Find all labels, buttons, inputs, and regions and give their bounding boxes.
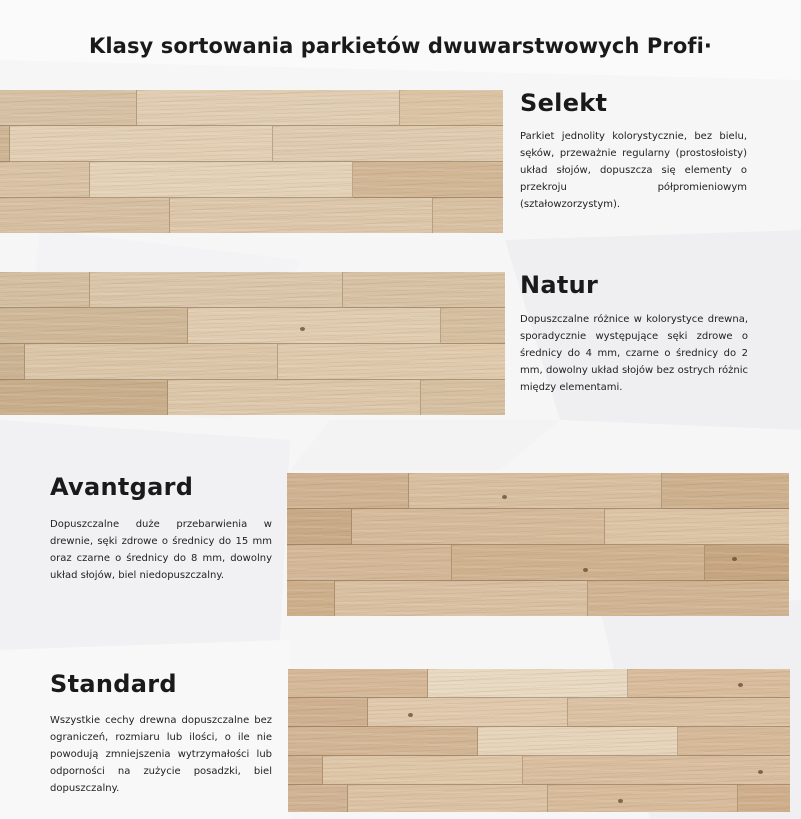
- floor-board: [168, 380, 421, 415]
- floor-board: [278, 344, 505, 380]
- floor-board: [287, 509, 352, 545]
- grade-name-avantgard: Avantgard: [50, 473, 194, 501]
- floor-board: [0, 90, 137, 126]
- floor-board: [343, 272, 505, 308]
- wood-knot: [758, 770, 763, 774]
- floor-board: [335, 581, 588, 616]
- floor-board: [137, 90, 400, 126]
- wood-knot: [502, 495, 507, 499]
- floor-board: [0, 272, 90, 308]
- floor-board: [90, 162, 353, 198]
- floor-board: [400, 90, 503, 126]
- wood-knot: [732, 557, 737, 561]
- grade-description-standard: Wszystkie cechy drewna dopuszczalne bez ograniczeń, rozmiaru lub ilości, o ile nie powodują zmniejszenia wytrzymałości lub odporności na zużycie posadzki, biel dopuszczalny.: [50, 715, 272, 794]
- floor-board: [738, 785, 790, 812]
- floor-board: [548, 785, 738, 812]
- floor-board: [678, 727, 790, 756]
- page-title: Klasy sortowania parkietów dwuwarstwowych Profi·: [89, 34, 712, 58]
- floor-board: [0, 380, 168, 415]
- standard-floor-image: [288, 669, 790, 812]
- natur-floor-image: [0, 272, 505, 415]
- grade-description-avantgard: Dopuszczalne duże przebarwienia w drewnie, sęki zdrowe o średnicy do 15 mm oraz czarne o średnicy do 8 mm, dowolny układ słojów, biel niedopuszczalny.: [50, 519, 272, 581]
- grade-description-selekt: Parkiet jednolity kolorystycznie, bez bielu, sęków, przeważnie regularny (prostosłoisty) układ słojów, dopuszcza się elementy o przekroju półpromieniowym (ształowzorzystym).: [520, 131, 747, 210]
- floor-board: [287, 581, 335, 616]
- wood-knot: [618, 799, 623, 803]
- floor-board: [348, 785, 548, 812]
- floor-board: [0, 308, 188, 344]
- floor-board: [288, 756, 323, 785]
- grade-name-selekt: Selekt: [520, 89, 608, 117]
- floor-board: [287, 473, 409, 509]
- floor-board: [287, 545, 452, 581]
- floor-board: [10, 126, 273, 162]
- floor-board: [288, 698, 368, 727]
- floor-board: [428, 669, 628, 698]
- floor-board: [705, 545, 789, 581]
- floor-board: [288, 727, 478, 756]
- floor-board: [433, 198, 503, 233]
- floor-board: [353, 162, 503, 198]
- grade-name-natur: Natur: [520, 271, 599, 299]
- wood-knot: [300, 327, 305, 331]
- floor-board: [441, 308, 505, 344]
- wood-knot: [583, 568, 588, 572]
- floor-board: [90, 272, 343, 308]
- floor-board: [170, 198, 433, 233]
- floor-board: [662, 473, 789, 509]
- floor-board: [409, 473, 662, 509]
- floor-board: [0, 344, 25, 380]
- floor-board: [568, 698, 790, 727]
- floor-board: [421, 380, 505, 415]
- floor-board: [0, 126, 10, 162]
- floor-board: [368, 698, 568, 727]
- floor-board: [288, 669, 428, 698]
- selekt-floor-image: [0, 90, 503, 233]
- floor-board: [352, 509, 605, 545]
- floor-board: [25, 344, 278, 380]
- floor-board: [273, 126, 503, 162]
- wood-knot: [738, 683, 743, 687]
- grade-name-standard: Standard: [50, 670, 177, 698]
- avantgard-floor-image: [287, 473, 789, 616]
- floor-board: [323, 756, 523, 785]
- wood-knot: [408, 713, 413, 717]
- grade-description-natur: Dopuszczalne różnice w kolorystyce drewna, sporadycznie występujące sęki zdrowe o średnicy do 4 mm, czarne o średnicy do 2 mm, dowolny układ słojów bez ostrych różnic między elementami.: [520, 314, 748, 393]
- floor-board: [452, 545, 705, 581]
- floor-board: [628, 669, 790, 698]
- floor-board: [605, 509, 789, 545]
- floor-board: [188, 308, 441, 344]
- floor-board: [288, 785, 348, 812]
- floor-board: [523, 756, 790, 785]
- floor-board: [478, 727, 678, 756]
- floor-board: [588, 581, 789, 616]
- floor-board: [0, 162, 90, 198]
- floor-board: [0, 198, 170, 233]
